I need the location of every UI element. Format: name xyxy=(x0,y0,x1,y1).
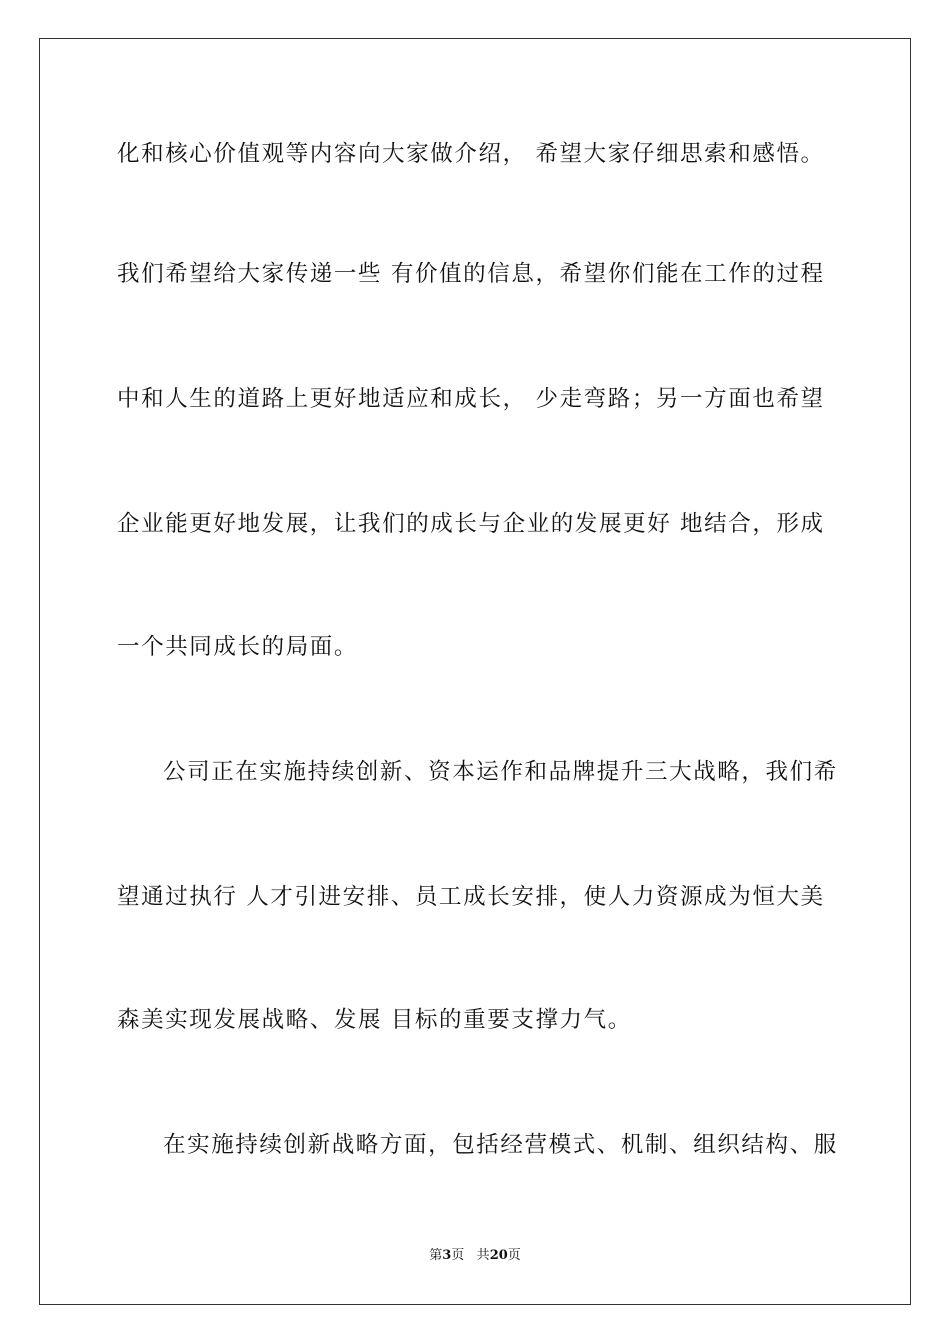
text-line-3: 中和人生的道路上更好地适应和成长， 少走弯路；另一方面也希望 xyxy=(117,386,825,412)
text-line-8: 森美实现发展战略、发展 目标的重要支撑力气。 xyxy=(117,1007,632,1033)
page-footer xyxy=(0,1247,950,1265)
page-border xyxy=(39,38,911,1305)
page-number: 3 xyxy=(442,1248,452,1263)
text-line-1: 化和核心价值观等内容向大家做介绍， 希望大家仔细思索和感悟。 xyxy=(117,141,825,167)
page-unit: 页 xyxy=(451,1248,465,1263)
text-line-4: 企业能更好地发展，让我们的成长与企业的发展更好 地结合，形成 xyxy=(117,511,825,537)
text-line-2: 我们希望给大家传递一些 有价值的信息，希望你们能在工作的过程 xyxy=(117,261,825,287)
total-pages: 20 xyxy=(489,1248,508,1263)
paragraph-start-line-9: 在实施持续创新战略方面，包括经营模式、机制、组织结构、服 xyxy=(163,1132,838,1158)
total-unit: 页 xyxy=(507,1248,521,1263)
text-line-7: 望通过执行 人才引进安排、员工成长安排，使人力资源成为恒大美 xyxy=(117,884,825,910)
page-prefix: 第 xyxy=(429,1248,443,1263)
total-prefix: 共 xyxy=(476,1248,490,1263)
text-line-5: 一个共同成长的局面。 xyxy=(117,634,359,660)
paragraph-start-line-6: 公司正在实施持续创新、资本运作和品牌提升三大战略，我们希 xyxy=(163,759,838,785)
